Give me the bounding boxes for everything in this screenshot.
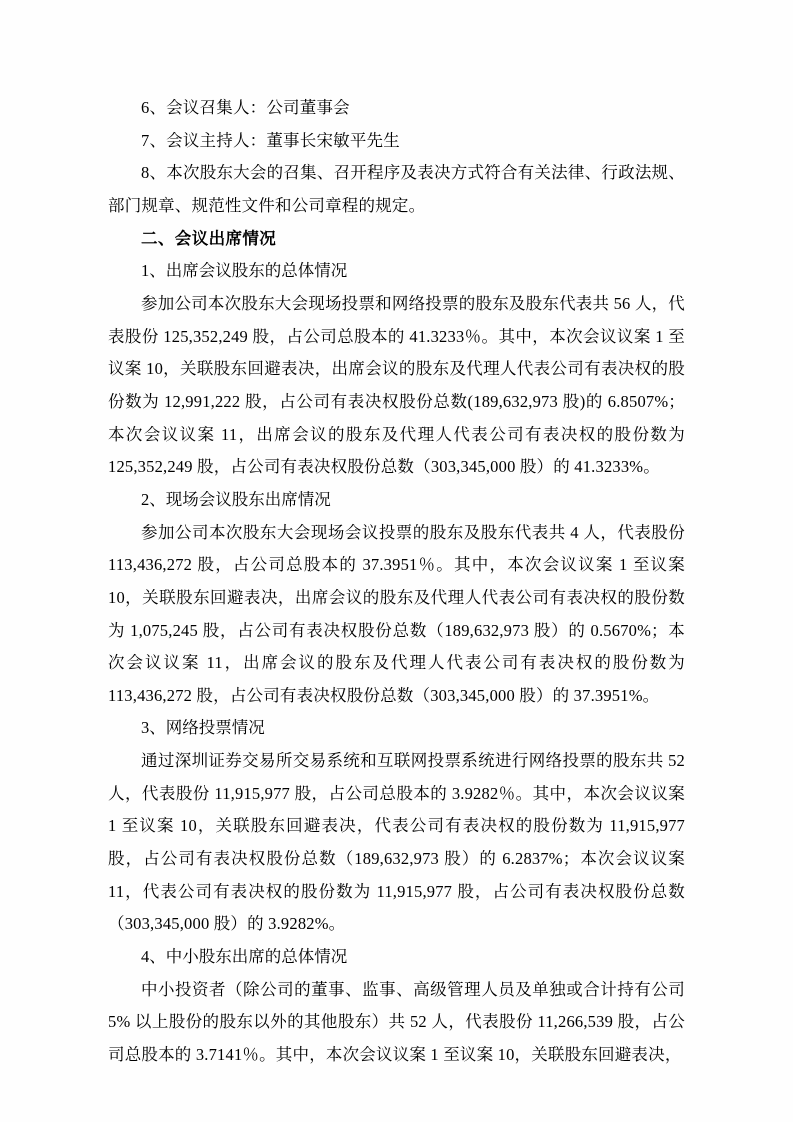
list-item-6: 6、会议召集人：公司董事会 xyxy=(141,98,350,117)
list-item-7: 7、会议主持人：董事长宋敏平先生 xyxy=(141,130,400,150)
subsection-heading-onsite-attendance: 2、现场会议股东出席情况 xyxy=(141,489,331,509)
document-body xyxy=(108,92,685,1072)
paragraph-onsite-attendance: 参加公司本次股东大会现场会议投票的股东及股东代表共 4 人，代表股份 113,436,272 股，占公司总股本的 37.3951％。其中，本次会议议案 1 至议案 10，关联股东回避表决，出席会议的股东及代理人代表公司有表决权的股份数为 1,075,245 股，占公司有表决权股份总数（189,632,973 股）的 0.5670%；本次会议议案 11，出席会议的股东及代理人代表公司有表决权的股份数为 113,436,272 股，占公司有表决权股份总数（303,345,000 股）的 37.3951%。 xyxy=(108,522,685,705)
subsection-heading-minority-shareholders: 4、中小股东出席的总体情况 xyxy=(141,947,348,967)
paragraph-online-voting: 通过深圳证券交易所交易系统和互联网投票系统进行网络投票的股东共 52 人，代表股份 11,915,977 股，占公司总股本的 3.9282％。其中，本次会议议案 1 至议案 10，关联股东回避表决，代表公司有表决权的股份数为 11,915,977 股，占公司有表决权股份总数（189,632,973 股）的 6.2837%；本次会议议案 11，代表公司有表决权的股份数为 11,915,977 股，占公司有表决权股份总数（303,345,000 股）的 3.9282%。 xyxy=(108,751,685,934)
paragraph-minority-shareholders: 中小投资者（除公司的董事、监事、高级管理人员及单独或合计持有公司5% 以上股份的股东以外的其他股东）共 52 人，代表股份 11,266,539 股，占公司总股本的 3.7141％。其中，本次会议议案 1 至议案 10，关联股东回避表决， xyxy=(108,979,685,1065)
list-item-8: 8、本次股东大会的召集、召开程序及表决方式符合有关法律、行政法规、部门规章、规范性文件和公司章程的规定。 xyxy=(108,163,685,215)
subsection-heading-online-voting: 3、网络投票情况 xyxy=(141,718,265,738)
paragraph-overall-attendance: 参加公司本次股东大会现场投票和网络投票的股东及股东代表共 56 人，代表股份 125,352,249 股，占公司总股本的 41.3233％。其中，本次会议议案 1 至议案 10，关联股东回避表决，出席会议的股东及代理人代表公司有表决权的股份数为 12,991,222 股，占公司有表决权股份总数(189,632,973 股)的 6.8507%；本次会议议案 11，出席会议的股东及代理人代表公司有表决权的股份数为 125,352,249 股，占公司有表决权股份总数（303,345,000 股）的 41.3233%。 xyxy=(108,293,685,477)
section-heading-meeting-attendance: 二、会议出席情况 xyxy=(141,228,277,248)
subsection-heading-overall-attendance: 1、出席会议股东的总体情况 xyxy=(141,261,348,281)
